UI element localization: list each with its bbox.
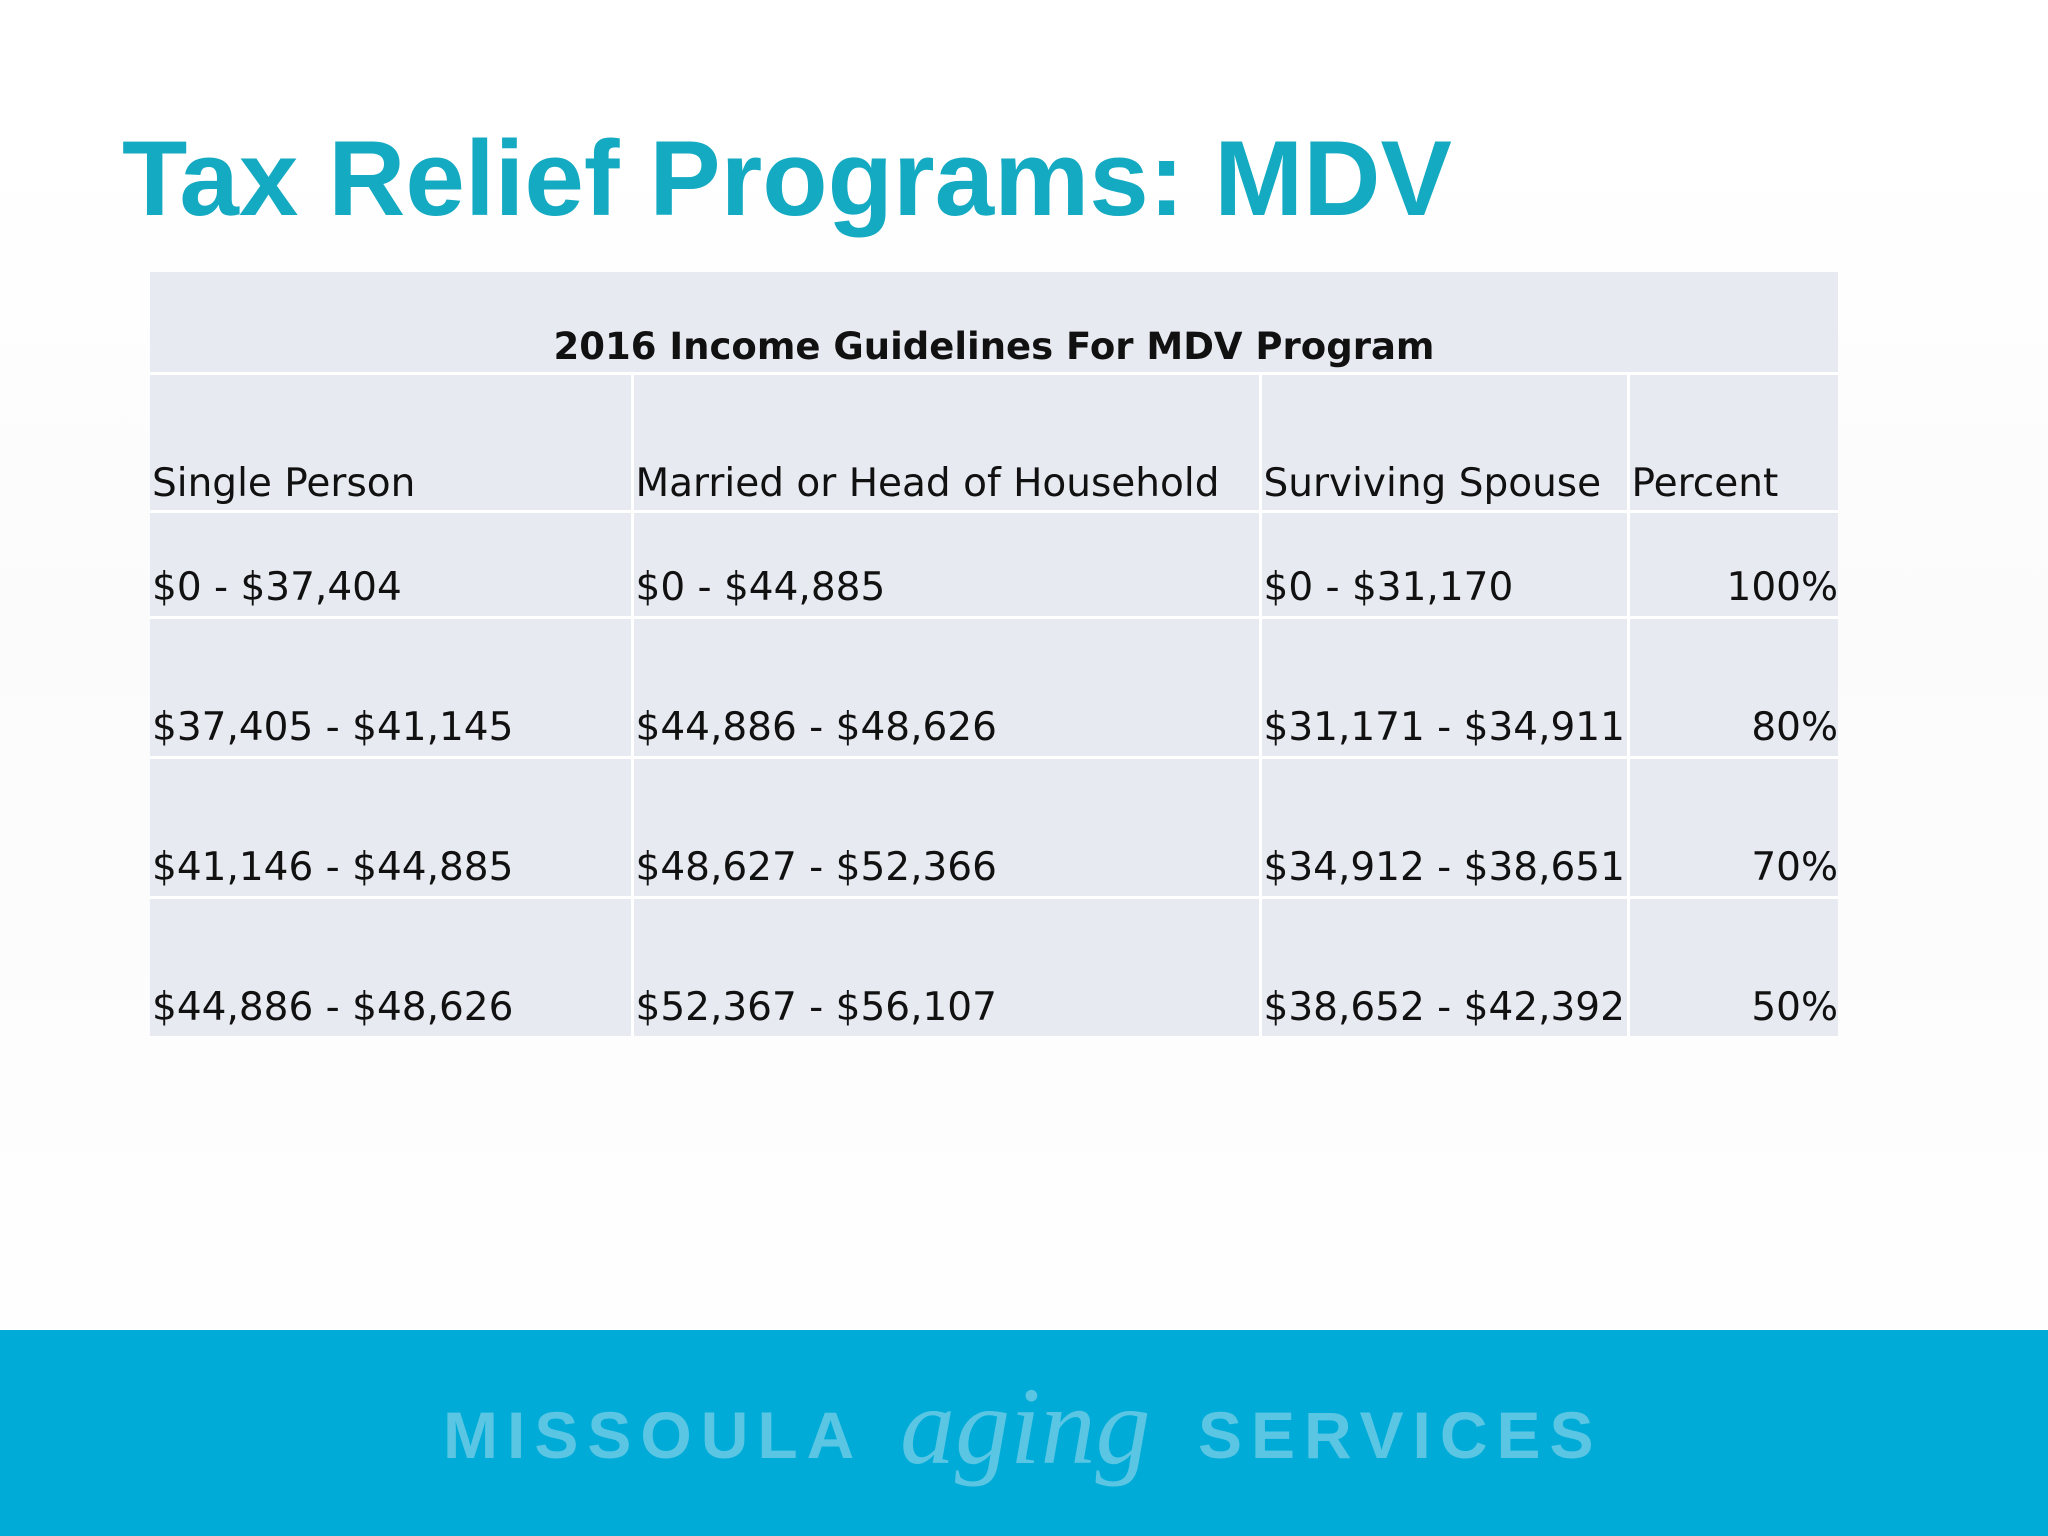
cell-single-person: $0 - $37,404 (150, 512, 632, 618)
table-caption-row (150, 272, 1838, 374)
income-guidelines-table-container (150, 272, 1838, 1036)
cell-surviving-spouse: $0 - $31,170 (1260, 512, 1628, 618)
cell-percent: 100% (1628, 512, 1838, 618)
cell-married-head-of-household: $0 - $44,885 (632, 512, 1260, 618)
missoula-aging-services-logo (0, 1330, 2048, 1536)
cell-surviving-spouse: $34,912 - $38,651 (1260, 758, 1628, 898)
cell-single-person: $44,886 - $48,626 (150, 898, 632, 1037)
logo-word-services: SERVICES (1198, 1398, 1603, 1472)
header-single-person: Single Person (150, 374, 632, 512)
cell-surviving-spouse: $31,171 - $34,911 (1260, 618, 1628, 758)
table-row (150, 512, 1838, 618)
table-row (150, 618, 1838, 758)
cell-percent: 70% (1628, 758, 1838, 898)
header-percent: Percent (1628, 374, 1838, 512)
logo-word-missoula: MISSOULA (443, 1398, 864, 1472)
cell-percent: 50% (1628, 898, 1838, 1037)
slide-title: Tax Relief Programs: MDV (122, 118, 1452, 238)
table-row (150, 898, 1838, 1037)
cell-single-person: $41,146 - $44,885 (150, 758, 632, 898)
cell-married-head-of-household: $44,886 - $48,626 (632, 618, 1260, 758)
header-surviving-spouse: Surviving Spouse (1260, 374, 1628, 512)
table-caption: 2016 Income Guidelines For MDV Program (150, 272, 1838, 374)
table-row (150, 758, 1838, 898)
logo-word-aging: aging (900, 1365, 1151, 1487)
income-guidelines-table (150, 272, 1838, 1036)
cell-married-head-of-household: $48,627 - $52,366 (632, 758, 1260, 898)
table-header-row (150, 374, 1838, 512)
cell-percent: 80% (1628, 618, 1838, 758)
footer-band (0, 1330, 2048, 1536)
header-married-head-of-household: Married or Head of Household (632, 374, 1260, 512)
cell-surviving-spouse: $38,652 - $42,392 (1260, 898, 1628, 1037)
cell-married-head-of-household: $52,367 - $56,107 (632, 898, 1260, 1037)
cell-single-person: $37,405 - $41,145 (150, 618, 632, 758)
